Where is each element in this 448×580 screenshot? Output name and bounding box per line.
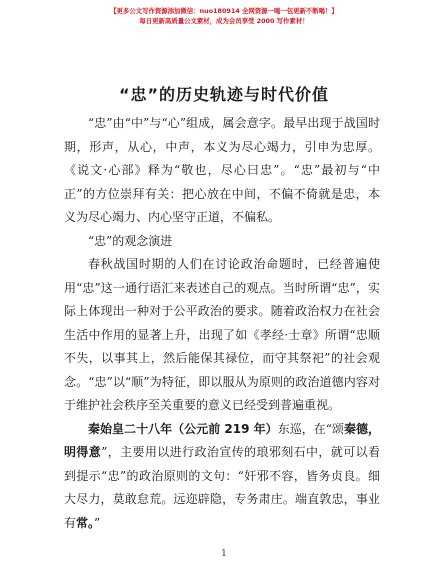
paragraph-3-text-b: ”，主要用以进行政治宣传的琅邪刻石中，就可以看到提示“忠”的政治原则的文句：“奸邪不容，皆务贞良。细大尽力，莫敢怠荒。远迩辟隐，专务肃庄。端直敦忠，事业有 [64, 445, 380, 530]
paragraph-3-text-a: 东巡，在“颂 [277, 421, 344, 436]
promo-banner [0, 6, 448, 26]
emphasis-phrase: 秦德，明得意 [64, 421, 380, 459]
document-title: “忠”的历史轨迹与时代价值 [118, 85, 330, 104]
emphasis-ending: 常。 [76, 515, 95, 530]
document-body [64, 112, 380, 535]
page-number: 1 [221, 549, 227, 559]
emphasis-date: 秦始皇二十八年（公元前 219 年） [88, 421, 278, 436]
promo-banner-line-1: 【更多公文写作资源添加微信：nuo180914 全网资源一喝一包更新不断喝！】 [110, 7, 338, 15]
paragraph-3-text-c: ” [94, 515, 101, 530]
paragraph-2: 春秋战国时期的人们在讨论政治命题时，已经普遍使用“忠”这一通行语汇来表述自己的观点。当时所谓“忠”，实际上体现出一种对于公平政治的要求。随着政治权力在社会生活中作用的显著上升，出现了如《孝经·士章》所谓“忠顺不失，以事其上，然后能保其禄位，而守其祭祀”的社会观念。“忠”以“顺”为特征，即以服从为原则的政治道德内容对于维护社会秩序至关重要的意义已经受到普遍重视。 [64, 257, 380, 412]
section-heading: “忠”的观念演进 [88, 233, 173, 248]
paragraph-3 [64, 418, 380, 536]
promo-banner-line-2: 每日更新高质量公文素材，成为会员享受 2000 写作素材！ [139, 17, 309, 25]
paragraph-1: “忠”由“中”与“心”组成，属会意字。最早出现于战国时期，形声，从心，中声，本义为尽心竭力，引申为忠厚。《说文·心部》释为“敬也，尽心曰忠”。“忠”最初与“中正”的方位崇拜有关：把心放在中间，不偏不倚就是忠，本义为尽心竭力、内心坚守正道，不偏私。 [64, 116, 380, 224]
